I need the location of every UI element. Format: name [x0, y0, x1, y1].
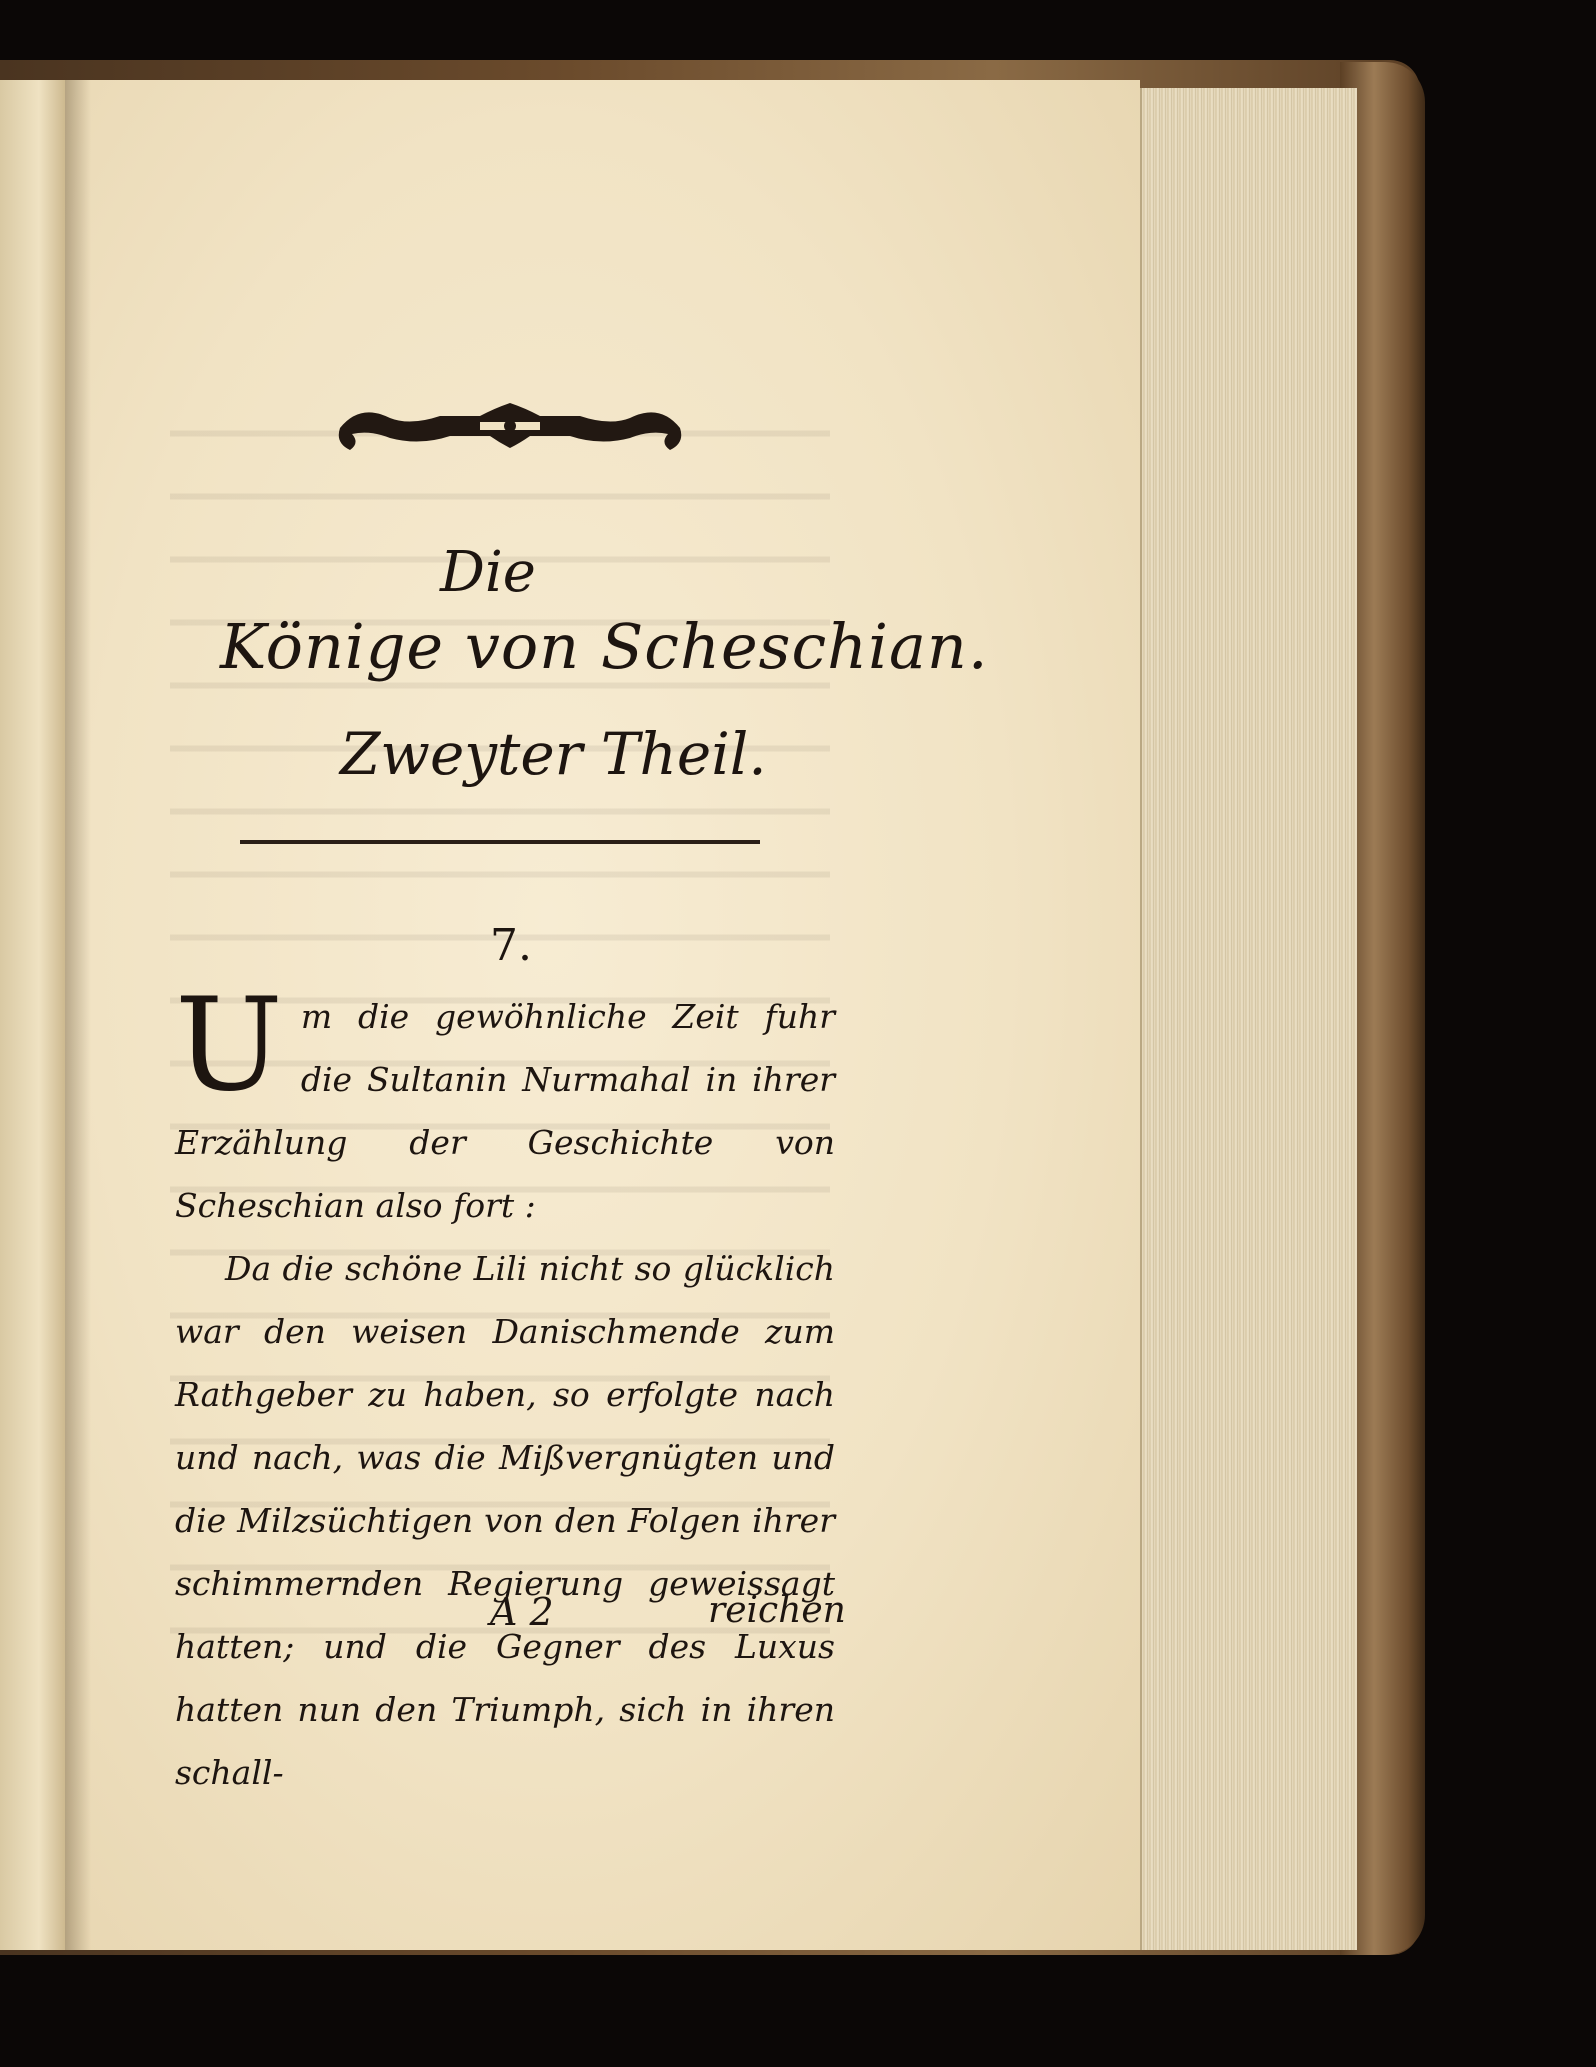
- title-line-3: Zweyter Theil.: [340, 720, 767, 788]
- paragraph-1-text: m die gewöhnliche Zeit fuhr die Sultanin Nurmahal in ihrer Erzählung der Geschichte von Scheschian also fort :: [175, 997, 835, 1225]
- paragraph-2: Da die schöne Lili nicht so glücklich war den weisen Danischmende zum Rathgeber zu haben, so erfolgte nach und nach, was die Mißvergnügten und die Milzsüchtigen von den Folgen ihrer schimmernden Regierung geweissagt hatten; und die Gegner des Luxus hatten nun den Triumph, sich in ihren schall-: [175, 1249, 835, 1792]
- dropcap: U: [175, 971, 283, 1120]
- title-line-1: Die: [440, 540, 536, 605]
- ornament-icon: [330, 388, 690, 468]
- title-line-2: Könige von Scheschian.: [220, 610, 989, 683]
- signature-mark: A 2: [490, 1590, 554, 1634]
- paragraph-1: [175, 971, 835, 1237]
- title-rule: [240, 840, 760, 844]
- section-number: 7.: [490, 920, 532, 971]
- catchword: reichen: [708, 1590, 846, 1631]
- left-page-edge: [0, 80, 65, 1950]
- page-gutter-shadow: [65, 80, 91, 1950]
- page-block-edges: [1140, 88, 1357, 1950]
- body-text: [175, 971, 835, 1804]
